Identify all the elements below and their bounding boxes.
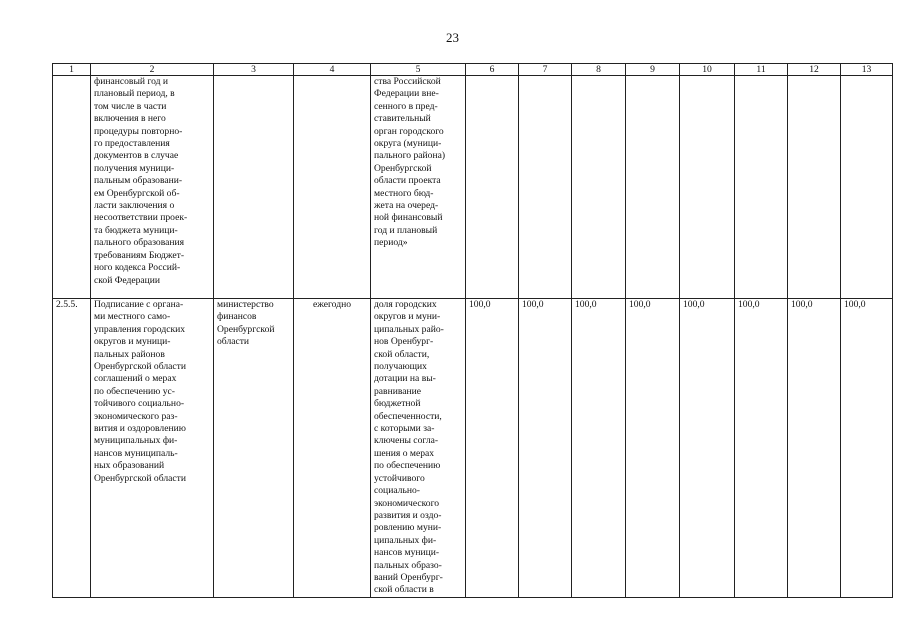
column-number: 2	[91, 64, 214, 76]
page-number: 23	[446, 30, 459, 45]
program-measures-table	[52, 63, 893, 598]
item-number-cell	[53, 76, 91, 299]
column-number: 6	[466, 64, 519, 76]
column-number-row	[53, 64, 893, 76]
value-cell: 100,0	[841, 299, 893, 598]
column-number: 8	[572, 64, 626, 76]
value-cell	[735, 76, 788, 299]
table-row	[53, 299, 893, 598]
responsible-executor-cell: министерство финансов Оренбургской области	[214, 299, 294, 598]
item-number-cell: 2.5.5.	[53, 299, 91, 598]
column-number: 3	[214, 64, 294, 76]
column-number: 1	[53, 64, 91, 76]
measure-name-cell: Подписание с органа- ми местного само- управления городских округов и муници- пальных районов Оренбургской области соглашений о мерах по обеспечению ус- тойчивого социально- экономического раз- вития и оздоровлению муниципальных фи- нансов муниципаль- ных образований Оренбургской области	[91, 299, 214, 598]
value-cell	[788, 76, 841, 299]
value-cell: 100,0	[572, 299, 626, 598]
column-number: 12	[788, 64, 841, 76]
value-cell	[519, 76, 572, 299]
value-cell: 100,0	[735, 299, 788, 598]
column-number: 4	[294, 64, 371, 76]
value-cell	[680, 76, 735, 299]
value-cell	[572, 76, 626, 299]
indicator-cell: доля городских округов и муни- ципальных райо- нов Оренбург- ской области, получающих дотации на вы- равнивание бюджетной обеспеченности, с которыми за- ключены согла- шения о мерах по обеспечению устойчивого социально- экономического развития и оздо- ровлению муни- ципальных фи- нансов муници- пальных образо- ваний Оренбург- ской области в	[371, 299, 466, 598]
measure-name-cell: финансовый год и плановый период, в том числе в части включения в него процедуры повторно- го предоставления документов в случае получения муници- пальным образовани- ем Оренбургской об- ласти заключения о несоответствии проек- та бюджета муници- пального образования требованиям Бюджет- ного кодекса Россий- ской Федерации	[91, 76, 214, 299]
value-cell: 100,0	[519, 299, 572, 598]
column-number: 11	[735, 64, 788, 76]
column-number: 5	[371, 64, 466, 76]
column-number: 10	[680, 64, 735, 76]
column-number: 7	[519, 64, 572, 76]
column-number: 13	[841, 64, 893, 76]
value-cell: 100,0	[680, 299, 735, 598]
indicator-cell: ства Российской Федерации вне- сенного в пред- ставительный орган городского округа (муници- пального района) Оренбургской области проекта местного бюд- жета на очеред- ной финансовый год и плановый период»	[371, 76, 466, 299]
responsible-executor-cell	[214, 76, 294, 299]
value-cell	[466, 76, 519, 299]
column-number: 9	[626, 64, 680, 76]
table-row	[53, 76, 893, 299]
value-cell: 100,0	[466, 299, 519, 598]
deadline-cell: ежегодно	[294, 299, 371, 598]
deadline-cell	[294, 76, 371, 299]
value-cell	[626, 76, 680, 299]
value-cell	[841, 76, 893, 299]
value-cell: 100,0	[626, 299, 680, 598]
value-cell: 100,0	[788, 299, 841, 598]
